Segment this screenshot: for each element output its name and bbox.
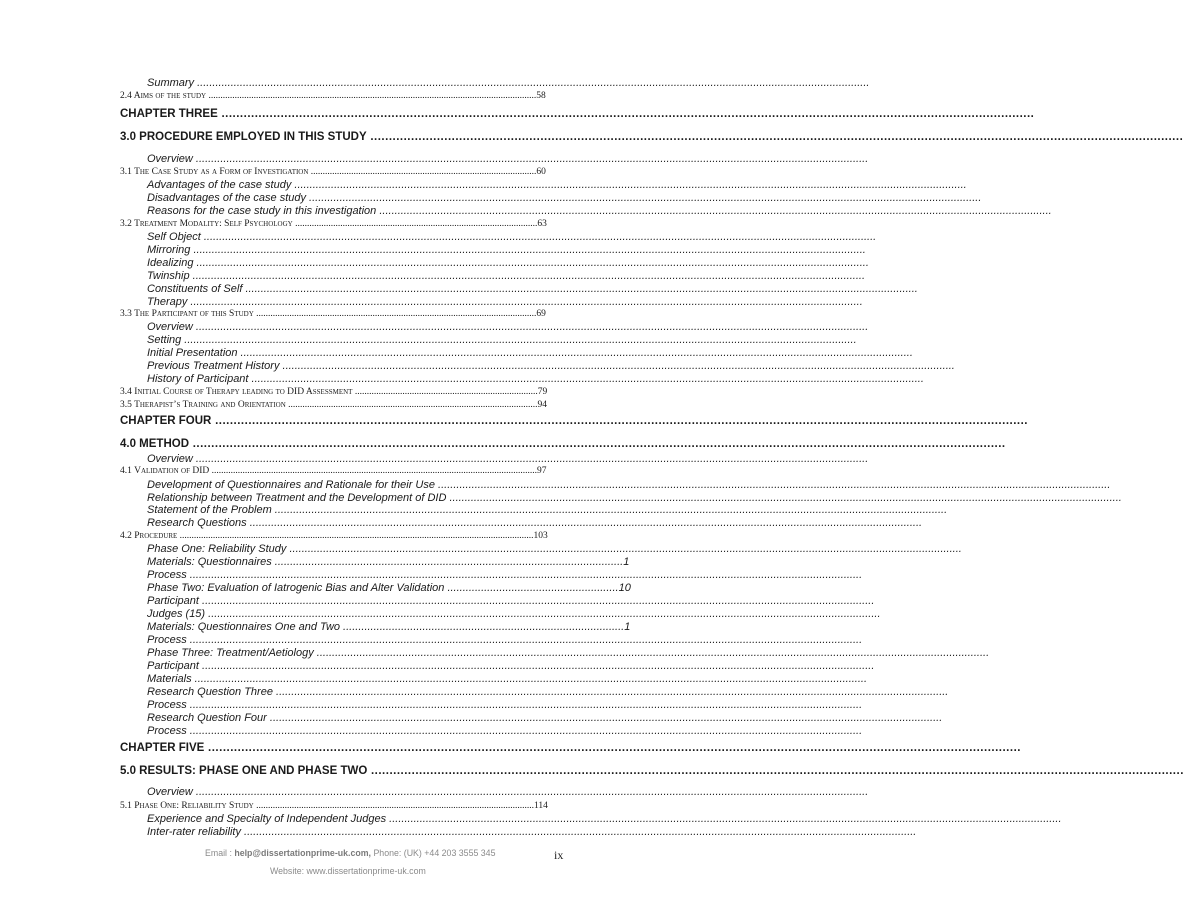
toc-entry-title: 4.1 Validation of DID — [120, 466, 210, 476]
toc-entry-sub[interactable] — [0, 543, 962, 556]
toc-entry-sec[interactable] — [0, 90, 758, 103]
toc-entry-title: Materials: Questionnaires — [147, 556, 272, 568]
toc-entry-sub[interactable] — [0, 569, 863, 582]
toc-entry-title: Process — [147, 725, 187, 737]
toc-dot-leader: ...................................................................................................................... — [253, 309, 537, 319]
toc-entry-sub[interactable] — [0, 321, 869, 334]
toc-dot-leader: ............................................................................................................................................................................................................................ — [192, 453, 869, 465]
toc-entry-sub[interactable] — [0, 360, 955, 373]
toc-dot-leader: ............................................................................................................................................................................................................................ — [211, 415, 1028, 427]
toc-dot-leader: ............................................................................................................................................................................................................................ — [193, 257, 869, 269]
toc-dot-leader: ............................................................................................................................................................................................................................ — [186, 569, 863, 581]
toc-dot-leader: ............................................................................................................................................................................................................................ — [189, 270, 866, 282]
toc-dot-leader: ............................................................................................................................................................................................................................ — [189, 438, 1006, 450]
toc-dot-leader: ............................................................................................................................................................................................................................ — [279, 360, 955, 372]
toc-entry-title: Previous Treatment History — [147, 360, 280, 372]
toc-entry-sub[interactable] — [0, 231, 877, 244]
toc-dot-leader: ............................................................................................ — [340, 621, 625, 633]
toc-dot-leader: ............................................................................................................................................................................................................................ — [242, 283, 918, 295]
toc-entry-sub[interactable] — [0, 479, 1111, 492]
toc-entry-sub[interactable] — [0, 517, 923, 530]
toc-entry-sub[interactable] — [0, 270, 866, 283]
toc-entry-sec[interactable] — [0, 530, 758, 543]
toc-dot-leader: ............................................................................................................................................................................................................................ — [291, 179, 967, 191]
toc-dot-leader: ............................................................................................... — [308, 167, 537, 177]
toc-entry-sec[interactable] — [0, 166, 758, 179]
toc-entry-sub[interactable] — [0, 826, 917, 839]
toc-dot-leader: ............................................................................................................................................................................................................................ — [446, 492, 1122, 504]
toc-entry-sub[interactable] — [0, 334, 857, 347]
toc-dot-leader: ......................................................................................................................................... — [209, 466, 537, 476]
toc-entry-title: Overview — [147, 153, 193, 165]
toc-page-number: 58 — [536, 91, 546, 101]
toc-entry-sub[interactable] — [0, 556, 785, 569]
toc-dot-leader: ............................................................................................................................................................................................................................ — [271, 504, 948, 516]
toc-dot-leader: ............................................................................................................................................................................................................................ — [186, 725, 863, 737]
toc-entry-sub[interactable] — [0, 634, 863, 647]
toc-entry-sec[interactable] — [0, 399, 758, 412]
toc-dot-leader: ............................................................................................................................................................................................................................ — [237, 347, 913, 359]
toc-dot-leader: ............................................................................................................................................................................................................................ — [240, 826, 917, 838]
toc-entry-sub[interactable] — [0, 504, 948, 517]
toc-entry-title: Mirroring — [147, 244, 191, 256]
toc-page-number: 79 — [537, 387, 548, 397]
toc-entry-chap[interactable] — [0, 438, 1006, 451]
toc-page-number: 60 — [536, 167, 546, 177]
toc-dot-leader: ............................................................................................................................................................................................................................ — [192, 321, 869, 333]
toc-entry-sub[interactable] — [0, 595, 875, 608]
toc-entry-title: Disadvantages of the case study — [147, 192, 306, 204]
toc-entry-title: Relationship between Treatment and the Development of DID — [147, 492, 447, 504]
toc-page-number: 63 — [537, 219, 547, 229]
toc-entry-title: CHAPTER THREE — [120, 108, 218, 120]
toc-entry-sub[interactable] — [0, 660, 875, 673]
toc-entry-title: Twinship — [147, 270, 190, 282]
toc-entry-sub[interactable] — [0, 244, 866, 257]
toc-dot-leader: .................................................................................................................. — [271, 556, 624, 568]
toc-page-number: 114 — [533, 801, 548, 811]
toc-dot-leader: ............................................................................................................................................................................................................................ — [186, 634, 863, 646]
toc-entry-title: Idealizing — [147, 257, 194, 269]
toc-dot-leader: ............................................................................................................................................................................................................................ — [194, 77, 870, 89]
toc-entry-sub[interactable] — [0, 813, 1062, 826]
toc-entry-title: Setting — [147, 334, 182, 346]
footer-email[interactable]: help@dissertationprime-uk.com, — [234, 848, 371, 858]
toc-entry-sub[interactable] — [0, 699, 863, 712]
toc-entry-title: Materials — [147, 673, 192, 685]
toc-entry-title: Process — [147, 699, 187, 711]
toc-dot-leader: ............................................................................................................................................................................................................................ — [187, 296, 863, 308]
footer-website[interactable]: Website: www.dissertationprime-uk.com — [270, 866, 426, 876]
toc-dot-leader: ............................................................................................................................................................................................................................ — [192, 786, 869, 798]
toc-dot-leader: ............................................................................................................................................................................................................................ — [305, 192, 982, 204]
toc-entry-title: Process — [147, 569, 187, 581]
toc-entry-title: Judges (15) — [147, 608, 206, 620]
toc-dot-leader: ............................................................................................................................................................................................................................ — [367, 765, 1184, 777]
toc-entry-title: Therapy — [147, 296, 188, 308]
toc-entry-title: Initial Presentation — [147, 347, 238, 359]
toc-dot-leader: ............................................................................................................................................................................................................................ — [435, 479, 1111, 491]
toc-entry-title: Participant — [147, 660, 199, 672]
toc-page-number: 1 — [624, 621, 631, 633]
toc-entry-title: 4.2 Procedure — [120, 531, 178, 541]
toc-entry-sub[interactable] — [0, 621, 785, 634]
toc-dot-leader: ............................................................................................................................................................................................................................ — [313, 647, 990, 659]
toc-dot-leader: ............................................................................................................................................................................................................................ — [192, 153, 869, 165]
toc-entry-sec[interactable] — [0, 465, 758, 478]
toc-dot-leader: ............................................................................................................................................................................................................................ — [266, 712, 943, 724]
toc-entry-title: Research Question Four — [147, 712, 267, 724]
toc-entry-sub[interactable] — [0, 77, 870, 90]
toc-page-number: 94 — [537, 400, 548, 410]
toc-entry-title: Inter-rater reliability — [147, 826, 241, 838]
toc-entry-title: 3.5 Therapist’s Training and Orientation — [120, 400, 286, 410]
toc-entry-title: Summary — [147, 77, 195, 89]
toc-dot-leader: ............................................................................................................................................................................................................................ — [198, 660, 875, 672]
toc-entry-sub[interactable] — [0, 725, 863, 738]
toc-entry-title: 5.0 RESULTS: PHASE ONE AND PHASE TWO — [120, 765, 368, 777]
footer-phone: Phone: (UK) +44 203 3555 345 — [371, 848, 496, 858]
toc-entry-title: Research Question Three — [147, 686, 273, 698]
toc-entry-title: Self Object — [147, 231, 201, 243]
toc-entry-chap[interactable] — [0, 415, 1028, 428]
toc-entry-sub[interactable] — [0, 712, 943, 725]
toc-entry-sub[interactable] — [0, 373, 924, 386]
toc-entry-title: Participant — [147, 595, 199, 607]
toc-entry-title: CHAPTER FIVE — [120, 742, 205, 754]
toc-entry-sec[interactable] — [0, 386, 758, 399]
toc-entry-sub[interactable] — [0, 347, 913, 360]
toc-entry-title: CHAPTER FOUR — [120, 415, 212, 427]
toc-dot-leader: .......................................................................................................................................... — [206, 91, 537, 101]
toc-entry-sub[interactable] — [0, 786, 869, 799]
toc-entry-title: 2.4 Aims of the study — [120, 91, 207, 101]
toc-page-number: 69 — [536, 309, 546, 319]
toc-entry-sec[interactable] — [0, 800, 758, 813]
toc-entry-title: 3.4 Initial Course of Therapy leading to DID Assessment — [120, 387, 353, 397]
page-number: ix — [554, 848, 564, 862]
toc-entry-title: 3.0 PROCEDURE EMPLOYED IN THIS STUDY — [120, 131, 367, 143]
toc-dot-leader: ...................................................................................................... — [292, 219, 538, 229]
toc-dot-leader: ............................................................................. — [352, 387, 538, 397]
toc-dot-leader: ............................................................................................................................................................................................................................ — [190, 244, 866, 256]
toc-dot-leader: ............................................................................................................................................................................................................................ — [366, 131, 1184, 143]
toc-dot-leader: ............................................................................................................................................................................................................................ — [191, 673, 868, 685]
toc-entry-title: Materials: Questionnaires One and Two — [147, 621, 340, 633]
toc-page-number: 97 — [537, 466, 547, 476]
toc-entry-title: 3.2 Treatment Modality: Self Psychology — [120, 219, 293, 229]
toc-dot-leader: ..................................................................................................................... — [253, 801, 534, 811]
toc-entry-title: Overview — [147, 786, 193, 798]
toc-entry-sub[interactable] — [0, 153, 869, 166]
toc-dot-leader: ............................................................................................................................................................................................................................ — [272, 686, 949, 698]
toc-dot-leader: ............................................................................................................................................................................................................................ — [386, 813, 1062, 825]
toc-dot-leader: ......................................................................................................... — [285, 400, 538, 410]
toc-entry-sub[interactable] — [0, 205, 1052, 218]
toc-entry-title: History of Participant — [147, 373, 249, 385]
toc-dot-leader: ............................................................................................................................................................................................................................ — [246, 517, 923, 529]
toc-dot-leader: ............................................................................................................................................................................................................................ — [204, 742, 1021, 754]
page-footer — [0, 848, 638, 888]
toc-dot-leader: ........................................................ — [444, 582, 619, 594]
toc-entry-title: Research Questions — [147, 517, 247, 529]
toc-entry-sec[interactable] — [0, 218, 758, 231]
toc-dot-leader: ............................................................................................................................................................................................................................ — [376, 205, 1052, 217]
toc-entry-title: Phase Two: Evaluation of Iatrogenic Bias and Alter Validation — [147, 582, 445, 594]
toc-entry-sub[interactable] — [0, 647, 990, 660]
toc-entry-title: 3.1 The Case Study as a Form of Investigation — [120, 167, 309, 177]
toc-entry-title: Process — [147, 634, 187, 646]
toc-dot-leader: ............................................................................................................................................................................................................................ — [181, 334, 857, 346]
toc-dot-leader: ............................................................................................................................................................................................................................ — [198, 595, 875, 607]
toc-entry-chap[interactable] — [0, 742, 1021, 755]
toc-entry-title: Phase One: Reliability Study — [147, 543, 287, 555]
toc-entry-chap[interactable] — [0, 131, 1184, 144]
toc-entry-title: Statement of the Problem — [147, 504, 272, 516]
toc-entry-sub[interactable] — [0, 582, 785, 595]
toc-dot-leader: ............................................................................................................................................................................................................................ — [200, 231, 877, 243]
toc-entry-sub[interactable] — [0, 673, 868, 686]
toc-entry-title: Experience and Specialty of Independent Judges — [147, 813, 387, 825]
toc-page-number: 1 — [623, 556, 630, 568]
toc-entry-chap[interactable] — [0, 765, 1184, 778]
toc-entry-title: Reasons for the case study in this investigation — [147, 205, 377, 217]
toc-entry-sub[interactable] — [0, 192, 982, 205]
toc-entry-title: Advantages of the case study — [147, 179, 292, 191]
toc-entry-sub[interactable] — [0, 179, 967, 192]
toc-entry-title: Overview — [147, 453, 193, 465]
toc-dot-leader: ............................................................................................................................................................................................................................ — [186, 699, 863, 711]
toc-entry-sub[interactable] — [0, 608, 881, 621]
toc-entry-chap[interactable] — [0, 108, 1035, 121]
toc-entry-sub[interactable] — [0, 283, 918, 296]
toc-dot-leader: ............................................................................................................................................................................................................................ — [248, 373, 924, 385]
toc-entry-sub[interactable] — [0, 686, 949, 699]
footer-email-label: Email : — [205, 848, 235, 858]
toc-entry-title: Constituents of Self — [147, 283, 243, 295]
toc-page-number: 103 — [533, 531, 548, 541]
toc-entry-title: 4.0 METHOD — [120, 438, 190, 450]
toc-dot-leader: ............................................................................................................................................................................................................................ — [217, 108, 1035, 120]
toc-entry-sub[interactable] — [0, 257, 869, 270]
toc-page-number: 10 — [618, 582, 631, 594]
toc-entry-title: Phase Three: Treatment/Aetiology — [147, 647, 314, 659]
toc-entry-sec[interactable] — [0, 308, 758, 321]
toc-entry-title: Overview — [147, 321, 193, 333]
toc-entry-title: 3.3 The Participant of this Study — [120, 309, 254, 319]
toc-dot-leader: ............................................................................................................................................................................................................................ — [286, 543, 962, 555]
footer-contact-line — [205, 848, 495, 858]
toc-entry-title: 5.1 Phase One: Reliability Study — [120, 801, 254, 811]
toc-entry-title: Development of Questionnaires and Rationale for their Use — [147, 479, 435, 491]
toc-dot-leader: ..................................................................................................................................................... — [177, 531, 534, 541]
toc-dot-leader: ............................................................................................................................................................................................................................ — [205, 608, 881, 620]
